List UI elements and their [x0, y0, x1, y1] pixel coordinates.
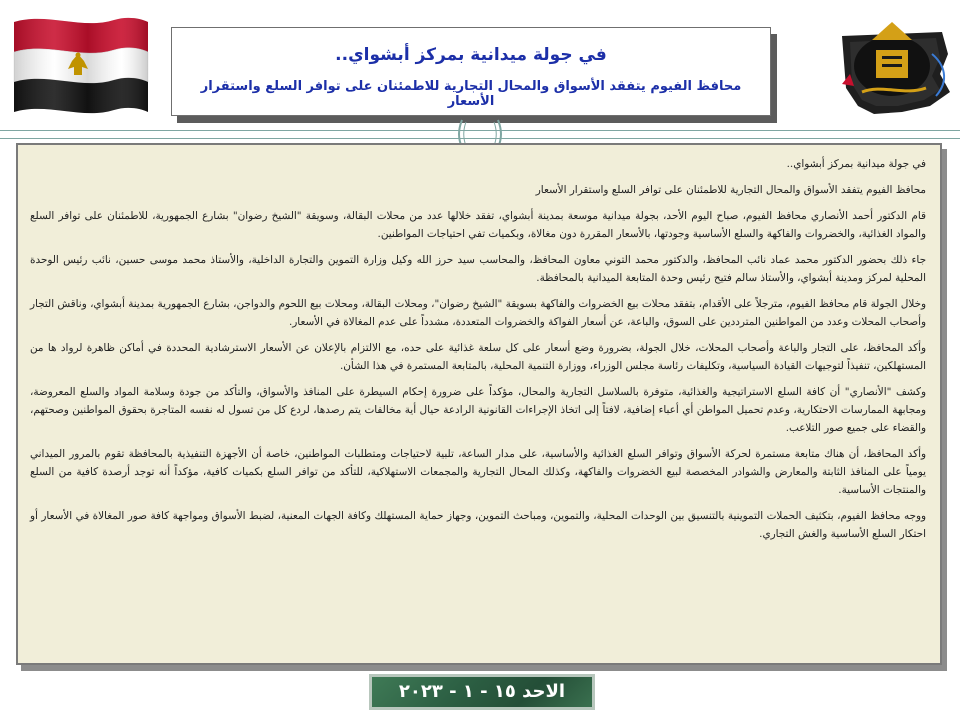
article-paragraph: وكشف "الأنصاري" أن كافة السلع الاستراتيجية والغذائية، متوفرة بالسلاسل التجارية والمحال، مؤكداً على ضرورة إحكام السيطرة على المنافذ والأسواق، والتأكد من جودة وسلامة المواد والسلع المعروضة، ومجابهة الممارسات الاحتكارية، وعدم تحميل المواطن أي أعباء إضافية، لافتاً إلى اتخاذ الإجراءات القانونية الرادعة حيال أية مخالفات يتم رصدها، لردع كل من تسول له نفسه المتاجرة بحقوق المواطنين وصحتهم، والقضاء على جميع صور التلاعب.: [30, 386, 926, 434]
date-badge: الاحد ١٥ - ١ - ٢٠٢٣: [369, 674, 595, 710]
article-paragraph: محافظ الفيوم يتفقد الأسواق والمحال التجارية للاطمئنان على توافر السلع واستقرار الأسعار: [535, 184, 926, 196]
article-paragraph: في جولة ميدانية بمركز أبشواي..: [786, 158, 926, 170]
article-paragraph: وخلال الجولة قام محافظ الفيوم، مترجلاً على الأقدام، بتفقد محلات بيع الخضروات والفاكهة بسويقة "الشيخ رضوان"، ومحلات البقالة، ومحلات بيع اللحوم والدواجن، بشارع الجمهورية بمدينة أبشواي، وناقش التجار وأصحاب المحلات وعدد من المواطنين المترددين على السوق، والباعة، عن أسعار الفواكة والخضروات المتعددة، مشدداً على عدم المغالاة في الأسعار.: [30, 298, 926, 328]
article-paragraph: ووجه محافظ الفيوم، بتكثيف الحملات التموينية بالتنسيق بين الوحدات المحلية، والتموين، ومباحث التموين، وجهاز حماية المستهلك وكافة الجهات المعنية، لضبط الأسواق ومواجهة كافة صور المغالاة في الأسعار أو احتكار السلع الأساسية والغش التجاري.: [30, 510, 926, 540]
article-paragraph: وأكد المحافظ، على التجار والباعة وأصحاب المحلات، خلال الجولة، بضرورة وضع أسعار على كل سلعة غذائية على حده، مع الالتزام بالإعلان عن الأسعار الاسترشادية المحددة في أماكن ظاهرة لرواد ها من المستهلكين، تنفيذاً لتوجيهات القيادة السياسية، وتكليفات رئاسة مجلس الوزراء، ووزارة التنمية المحلية، بالمتابعة المستمرة في هذا الشأن.: [30, 342, 926, 372]
article-paragraph: وأكد المحافظ، أن هناك متابعة مستمرة لحركة الأسواق وتوافر السلع الغذائية والأساسية، على مدار الساعة، تلبية لاحتياجات ومتطلبات المواطنين، خاصة أن الأجهزة التنفيذية بالمحافظة تقوم بالمرور الميداني يومياً على المنافذ الثابتة والمعارض والشوادر المخصصة لبيع الخضروات والفاكهة، وكذلك المحال التجارية والمجمعات الاستهلاكية، للتأكد من توافر السلع بكميات كافية، مؤكداً أنه توجد أرصدة كافية من السلع والمنتجات الأساسية.: [30, 448, 926, 496]
egypt-flag-icon: [12, 8, 150, 120]
article-paragraph: جاء ذلك بحضور الدكتور محمد عماد نائب المحافظ، والدكتور محمد التوني معاون المحافظ، والمحاسب سيد حرز الله وكيل وزارة التموين والتجارة الداخلية، والأستاذ محمد موسى حسين، نائب رئيس الوحدة المحلية لمركز ومدينة أبشواي، والأستاذ سالم فتيح رئيس وحدة المتابعة الميدانية بالمحافظة.: [30, 254, 926, 284]
article-paragraph: قام الدكتور أحمد الأنصاري محافظ الفيوم، صباح اليوم الأحد، بجولة ميدانية موسعة بمدينة أبشواي، تفقد خلالها عدد من محلات البقالة، وسويقة "الشيخ رضوان" بشارع الجمهورية، للاطمئنان على توافر السلع والمواد الغذائية، والخضروات والفاكهة والسلع الأساسية وجودتها، بالأسعار المقررة دون مغالاة، وبكميات تفي احتياجات المواطنين.: [30, 210, 926, 240]
article-body: [16, 143, 942, 665]
fayoum-governorate-logo: [832, 14, 956, 122]
headline-box: [171, 27, 771, 116]
headline-title: في جولة ميدانية بمركز أبشواي..: [335, 45, 607, 65]
headline-subtitle: محافظ الفيوم يتفقد الأسواق والمحال التجارية للاطمئنان على توافر السلع واستقرار الأسعار: [200, 79, 742, 109]
